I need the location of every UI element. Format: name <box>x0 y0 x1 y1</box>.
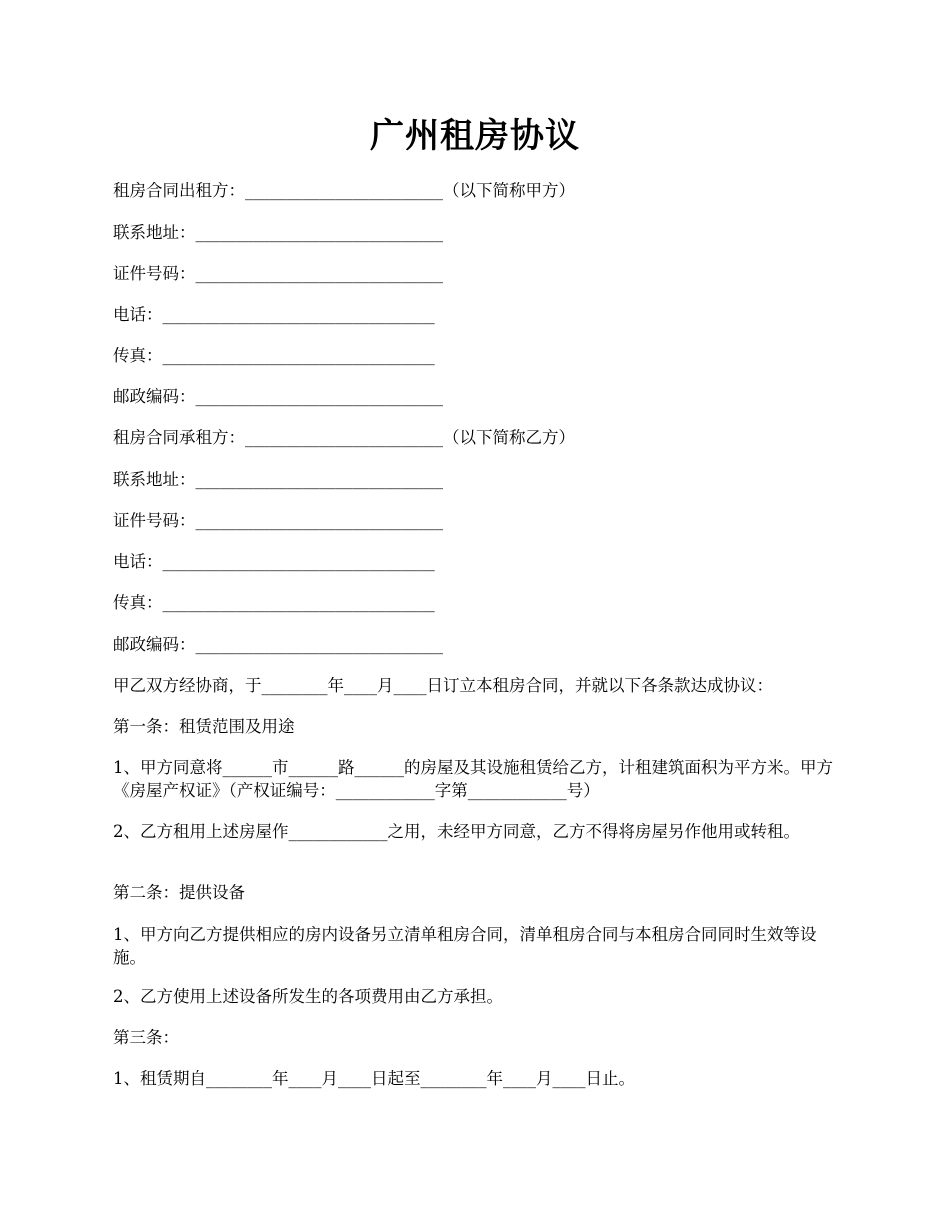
article1-heading: 第一条：租赁范围及用途 <box>113 717 295 736</box>
article3-item1: 1、租赁期自________年____月____日起至________年____月____日止。 <box>113 1069 635 1088</box>
lessee-phone: 电话：_________________________________ <box>113 552 435 571</box>
lessor-party-line: 租房合同出租方：________________________（以下简称甲方） <box>113 181 575 200</box>
article3-heading: 第三条： <box>113 1028 179 1047</box>
lessor-address: 联系地址：______________________________ <box>113 223 443 242</box>
lessor-fax: 传真：_________________________________ <box>113 346 435 365</box>
lessee-id-number: 证件号码：______________________________ <box>113 511 443 530</box>
lessee-party-line: 租房合同承租方：________________________（以下简称乙方） <box>113 428 575 447</box>
lessee-fax: 传真：_________________________________ <box>113 593 435 612</box>
article1-item1: 1、甲方同意将______市______路______的房屋及其设施租赁给乙方，计租建筑面积为平方米。甲方《房屋产权证》（产权证编号：____________字第____________号） <box>113 758 833 800</box>
lessee-address: 联系地址：______________________________ <box>113 470 443 489</box>
preamble: 甲乙双方经协商，于________年____月____日订立本租房合同，并就以下各条款达成协议： <box>113 676 773 695</box>
lessor-id-number: 证件号码：______________________________ <box>113 264 443 283</box>
document-title: 广州租房协议 <box>370 116 580 156</box>
lessor-postal-code: 邮政编码：______________________________ <box>113 387 443 406</box>
article2-item2: 2、乙方使用上述设备所发生的各项费用由乙方承担。 <box>113 987 503 1006</box>
article1-item2: 2、乙方租用上述房屋作____________之用，未经甲方同意，乙方不得将房屋另作他用或转租。 <box>113 822 800 841</box>
article2-item1: 1、甲方向乙方提供相应的房内设备另立清单租房合同，清单租房合同与本租房合同同时生效等设施。 <box>113 925 817 967</box>
lessee-postal-code: 邮政编码：______________________________ <box>113 635 443 654</box>
lessor-phone: 电话：_________________________________ <box>113 305 435 324</box>
article2-heading: 第二条：提供设备 <box>113 883 245 902</box>
